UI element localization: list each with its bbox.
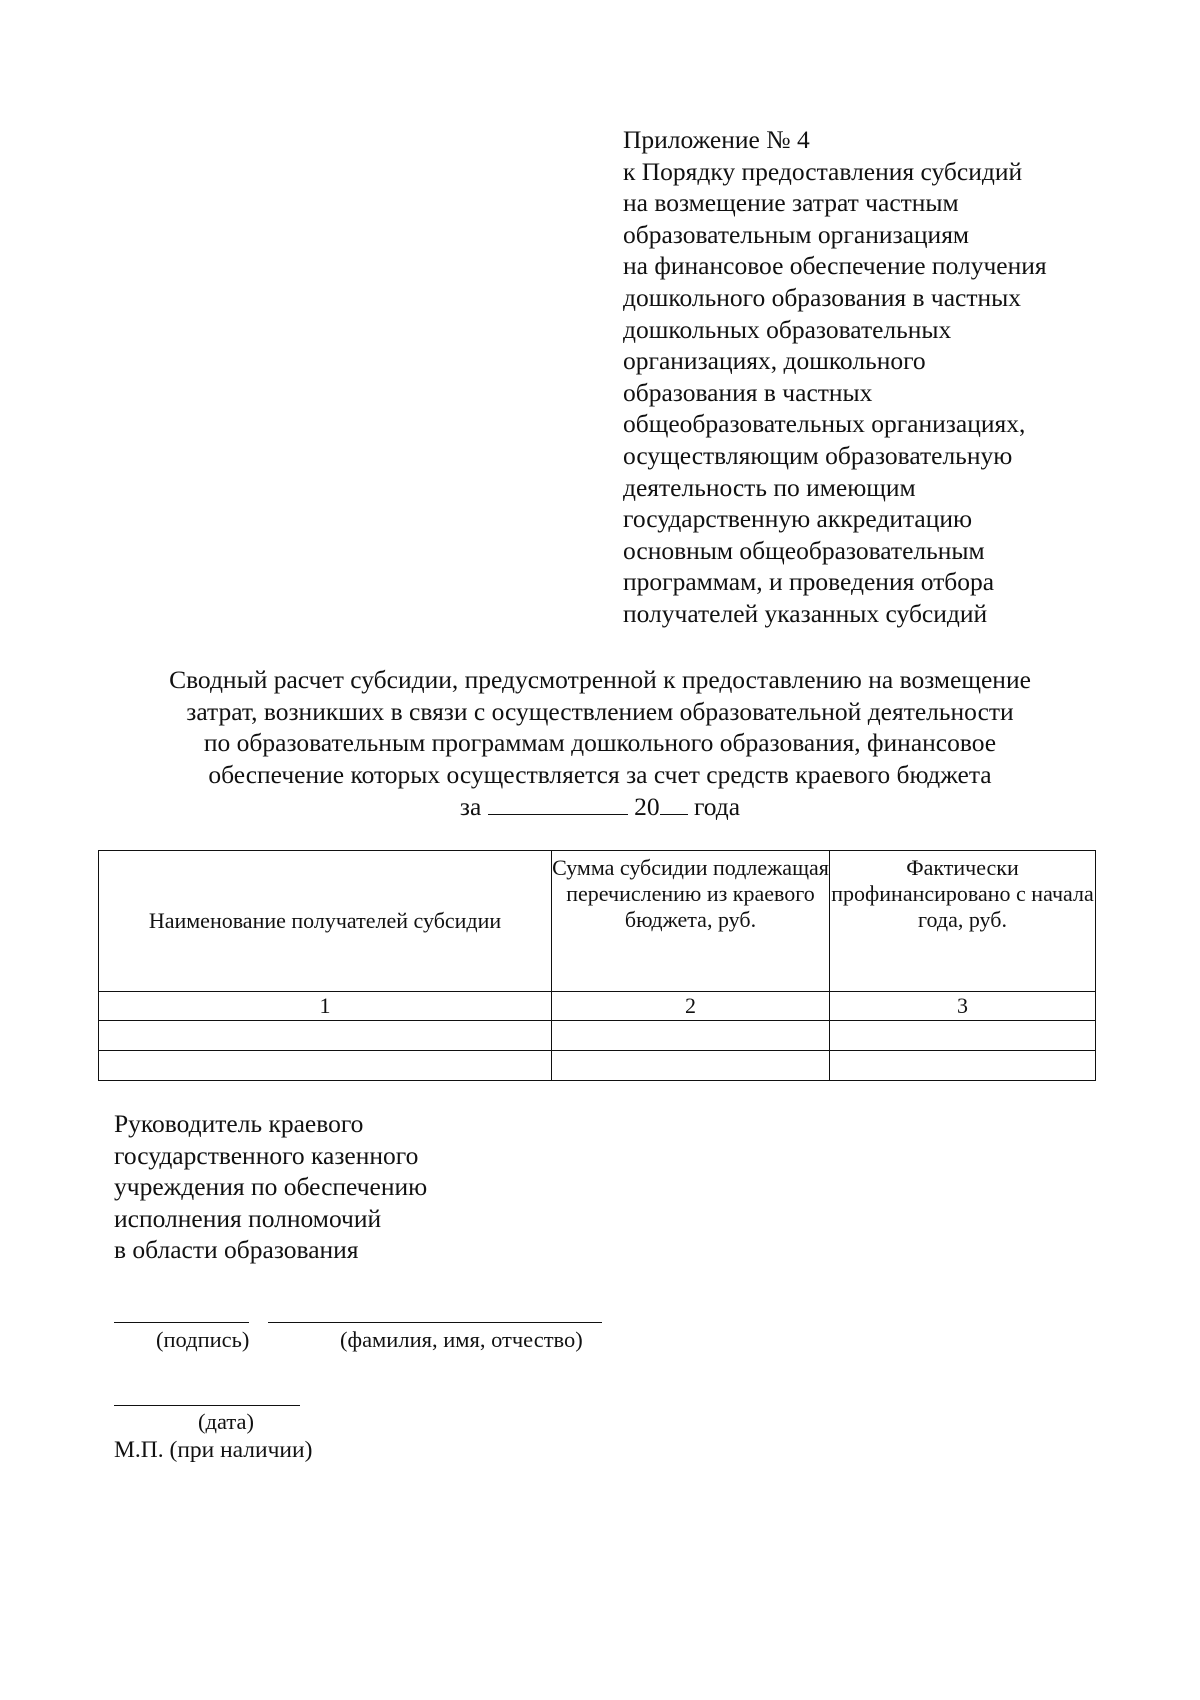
appendix-line: программам, и проведения отбора <box>623 567 995 597</box>
table-row <box>99 1051 1096 1081</box>
year-suffix: года <box>693 792 741 822</box>
table-row <box>99 1021 1096 1051</box>
full-name-line[interactable] <box>268 1322 602 1323</box>
title-period-line <box>100 790 1100 823</box>
title-line: Сводный расчет субсидии, предусмотренной к предоставлению на возмещение <box>169 665 1031 694</box>
table-cell[interactable] <box>99 1051 552 1081</box>
column-number: 3 <box>830 992 1096 1021</box>
appendix-line: к Порядку предоставления субсидий <box>623 156 1023 186</box>
signature-line[interactable] <box>114 1322 249 1323</box>
appendix-line: на финансовое обеспечение получения <box>623 251 1047 281</box>
appendix-line: получателей указанных субсидий <box>623 598 988 628</box>
appendix-line: деятельность по имеющим <box>623 472 916 502</box>
appendix-line: Приложение № 4 <box>623 125 810 154</box>
column-number-row <box>99 992 1096 1021</box>
appendix-line: образовательным организациям <box>623 219 970 249</box>
appendix-header <box>623 124 1093 630</box>
year-blank[interactable] <box>660 790 688 815</box>
subsidy-table <box>98 850 1096 1081</box>
table-cell[interactable] <box>830 1051 1096 1081</box>
period-blank[interactable] <box>488 790 628 815</box>
table-cell[interactable] <box>552 1051 830 1081</box>
column-number: 2 <box>552 992 830 1021</box>
period-prefix: за <box>459 792 482 822</box>
appendix-line: дошкольных образовательных <box>623 314 952 344</box>
document-title <box>100 664 1100 823</box>
signer-line: учреждения по обеспечению <box>114 1172 428 1202</box>
appendix-line: осуществляющим образовательную <box>623 440 1013 470</box>
signer-line: Руководитель краевого <box>114 1109 364 1138</box>
appendix-line: образования в частных <box>623 377 873 407</box>
signer-line: исполнения полномочий <box>114 1203 382 1233</box>
column-number: 1 <box>99 992 552 1021</box>
header-recipient-name: Наименование получателей субсидии <box>99 851 552 992</box>
year-prefix: 20 <box>634 792 660 822</box>
signer-line: государственного казенного <box>114 1140 419 1170</box>
appendix-line: государственную аккредитацию <box>623 504 973 534</box>
table-cell[interactable] <box>830 1021 1096 1051</box>
date-label: (дата) <box>198 1409 254 1434</box>
title-line: по образовательным программам дошкольного образования, финансовое <box>203 728 997 758</box>
table-header-row <box>99 851 1096 992</box>
header-actually-financed: Фактически профинансировано с начала года, руб. <box>830 851 1096 992</box>
signature-label: (подпись) <box>156 1327 250 1352</box>
signer-line: в области образования <box>114 1235 359 1265</box>
appendix-line: организациях, дошкольного <box>623 346 926 376</box>
signer-position <box>114 1108 427 1266</box>
title-line: обеспечение которых осуществляется за счет средств краевого бюджета <box>208 759 992 789</box>
title-line: затрат, возникших в связи с осуществлением образовательной деятельности <box>186 696 1014 726</box>
stamp-place-label: М.П. (при наличии) <box>114 1437 313 1463</box>
date-line[interactable] <box>114 1405 300 1406</box>
header-subsidy-amount: Сумма субсидии подлежащая перечислению из краевого бюджета, руб. <box>552 851 830 992</box>
appendix-line: общеобразовательных организациях, <box>623 409 1026 439</box>
appendix-line: дошкольного образования в частных <box>623 282 1022 312</box>
appendix-line: основным общеобразовательным <box>623 535 985 565</box>
full-name-label: (фамилия, имя, отчество) <box>340 1327 583 1352</box>
table-cell[interactable] <box>99 1021 552 1051</box>
appendix-line: на возмещение затрат частным <box>623 188 959 218</box>
table-cell[interactable] <box>552 1021 830 1051</box>
